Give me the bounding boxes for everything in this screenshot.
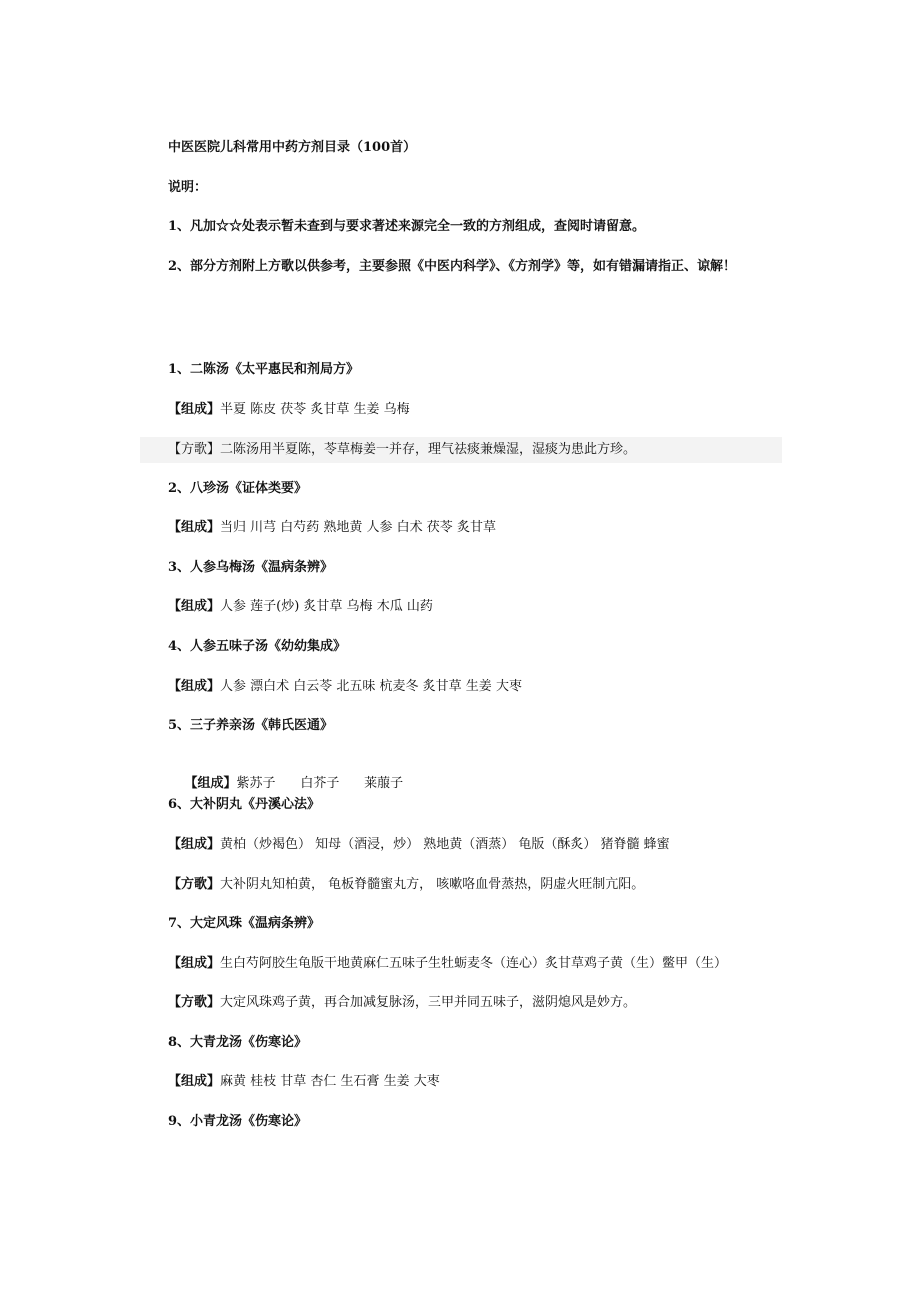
composition-text: 生白芍阿胶生龟版干地黄麻仁五味子生牡蛎麦冬（连心）炙甘草鸡子黄（生）鳖甲（生） (220, 956, 728, 971)
note-heading: 说明： (168, 180, 208, 195)
composition-label: 【组成】 (168, 1074, 221, 1089)
verse-text: 二陈汤用半夏陈，苓草梅姜一并存，理气祛痰兼燥湿，湿痰为患此方珍。 (220, 442, 637, 457)
formula-title: 2、八珍汤《证体类要》 (168, 481, 308, 496)
formula-title: 8、大青龙汤《伤寒论》 (168, 1035, 308, 1050)
formula-verse (168, 876, 644, 894)
composition-label: 【组成】 (168, 679, 221, 694)
formula-verse (168, 994, 636, 1012)
note-1: 1、凡加☆☆处表示暂未查到与要求著述来源完全一致的方剂组成，查阅时请留意。 (168, 219, 646, 234)
formula-title: 5、三子养亲汤《韩氏医通》 (168, 718, 334, 733)
composition-label: 【组成】 (168, 837, 221, 852)
formula-title: 4、人参五味子汤《幼幼集成》 (168, 639, 347, 654)
formula-title: 9、小青龙汤《伤寒论》 (168, 1114, 308, 1129)
composition-text: 紫苏子 白芥子 莱菔子 (236, 776, 404, 791)
composition-text: 人参 漂白术 白云苓 北五味 杭麦冬 炙甘草 生姜 大枣 (220, 679, 522, 694)
formula-composition (168, 678, 522, 696)
formula-composition (168, 401, 410, 419)
composition-label: 【组成】 (168, 956, 221, 971)
formula-composition (168, 519, 496, 537)
verse-label: 【方歌】 (168, 995, 221, 1010)
formula-title: 7、大定风珠《温病条辨》 (168, 916, 321, 931)
formula-title: 6、大补阴丸《丹溪心法》 (168, 797, 321, 812)
composition-text: 麻黄 桂枝 甘草 杏仁 生石膏 生姜 大枣 (220, 1074, 440, 1089)
composition-text: 人参 莲子(炒) 炙甘草 乌梅 木瓜 山药 (220, 599, 433, 614)
formula-composition (168, 955, 727, 973)
document-title: 中医医院儿科常用中药方剂目录（100首） (168, 140, 417, 155)
formula-verse (168, 441, 636, 459)
composition-label: 【组成】 (168, 520, 221, 535)
formula-composition (168, 836, 670, 854)
verse-label: 【方歌】 (168, 442, 221, 457)
composition-label: 【组成】 (184, 776, 237, 791)
verse-text: 大定风珠鸡子黄，再合加减复脉汤，三甲并同五味子，滋阴熄风是妙方。 (220, 995, 637, 1010)
composition-text: 半夏 陈皮 茯苓 炙甘草 生姜 乌梅 (220, 402, 410, 417)
verse-text: 大补阴丸知柏黄， 龟板脊髓蜜丸方， 咳嗽咯血骨蒸热，阴虚火旺制亢阳。 (220, 877, 645, 892)
verse-label: 【方歌】 (168, 877, 221, 892)
formula-composition (168, 598, 433, 616)
composition-label: 【组成】 (168, 599, 221, 614)
composition-text: 黄柏（炒褐色） 知母（酒浸，炒） 熟地黄（酒蒸） 龟版（酥炙） 猪脊髓 蜂蜜 (220, 837, 670, 852)
formula-title: 1、二陈汤《太平惠民和剂局方》 (168, 362, 360, 377)
note-2: 2、部分方剂附上方歌以供参考，主要参照《中医内科学》、《方剂学》等，如有错漏请指正、谅解！ (168, 259, 737, 274)
formula-composition (168, 1073, 440, 1091)
composition-label: 【组成】 (168, 402, 221, 417)
composition-text: 当归 川芎 白芍药 熟地黄 人参 白术 茯苓 炙甘草 (220, 520, 496, 535)
formula-title: 3、人参乌梅汤《温病条辨》 (168, 560, 334, 575)
